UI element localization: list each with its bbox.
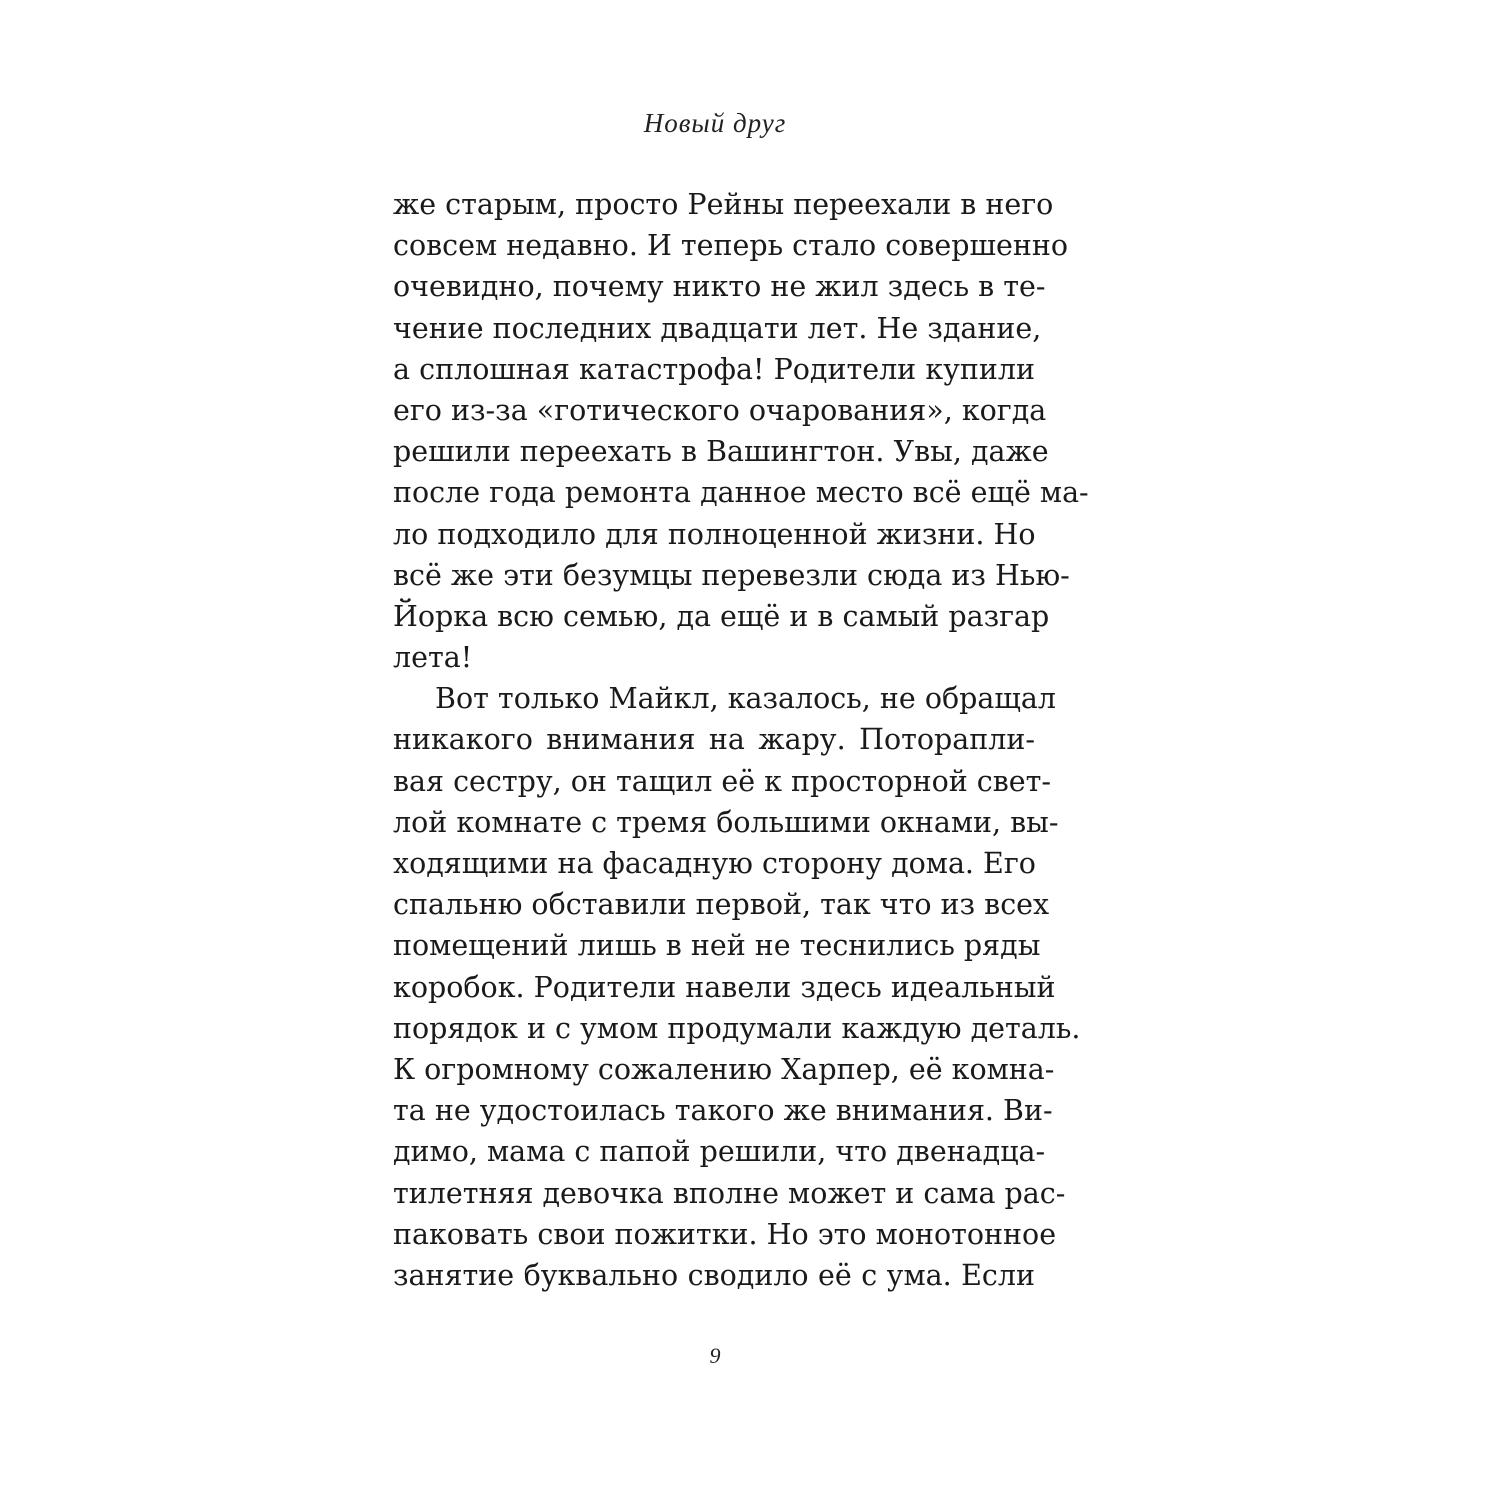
text-line: паковать свои пожитки. Но это монотонное (393, 1217, 1057, 1251)
text-line: К огромному сожалению Харпер, её комна- (393, 1052, 1055, 1086)
text-line: тилетняя девочка вполне может и сама рас- (393, 1176, 1066, 1210)
paragraph-start-line: Вот только Майкл, казалось, не обращал (435, 682, 1056, 716)
text-line: занятие буквально сводило её с ума. Если (393, 1258, 1035, 1292)
page-number: 9 (709, 1343, 721, 1368)
text-line: димо, мама с папой решили, что двенадца- (393, 1135, 1046, 1169)
text-line: порядок и с умом продумали каждую деталь. (393, 1011, 1081, 1045)
text-line: совсем недавно. И теперь стало совершенно (393, 229, 1068, 263)
text-line: вая сестру, он тащил её к просторной свет- (393, 764, 1052, 798)
text-line: очевидно, почему никто не жил здесь в те- (393, 270, 1046, 304)
text-line: спальню обставили первой, так что из всех (393, 888, 1050, 922)
text-line: после года ремонта данное место всё ещё ма- (393, 476, 1089, 510)
text-line: ходящими на фасадную сторону дома. Его (393, 847, 1036, 880)
text-line: чение последних двадцати лет. Не здание, (393, 311, 1042, 345)
text-line: Йорка всю семью, да ещё и в самый разгар (393, 599, 1050, 633)
text-line: помещений лишь в ней не теснились ряды (393, 929, 1041, 963)
text-line: коробок. Родители навели здесь идеальный (393, 970, 1056, 1004)
body-text (393, 184, 1089, 1296)
paragraph-end-line: лета! (393, 641, 473, 675)
text-line: та не удостоилась такого же внимания. Ви- (393, 1094, 1053, 1128)
text-line: лой комнате с тремя большими окнами, вы- (393, 805, 1059, 839)
text-line: же старым, просто Рейны переехали в него (393, 188, 1054, 221)
text-line: ло подходило для полноценной жизни. Но (393, 517, 1036, 551)
text-line: его из-за «готического очарования», когда (393, 393, 1047, 427)
text-line: всё же эти безумцы перевезли сюда из Нью- (393, 558, 1070, 592)
running-title: Новый друг (643, 108, 787, 138)
text-line: решили переехать в Вашингтон. Увы, даже (393, 435, 1049, 469)
text-line: никакого внимания на жару. Поторапли- (393, 723, 1035, 757)
text-line: а сплошная катастрофа! Родители купили (393, 352, 1035, 386)
